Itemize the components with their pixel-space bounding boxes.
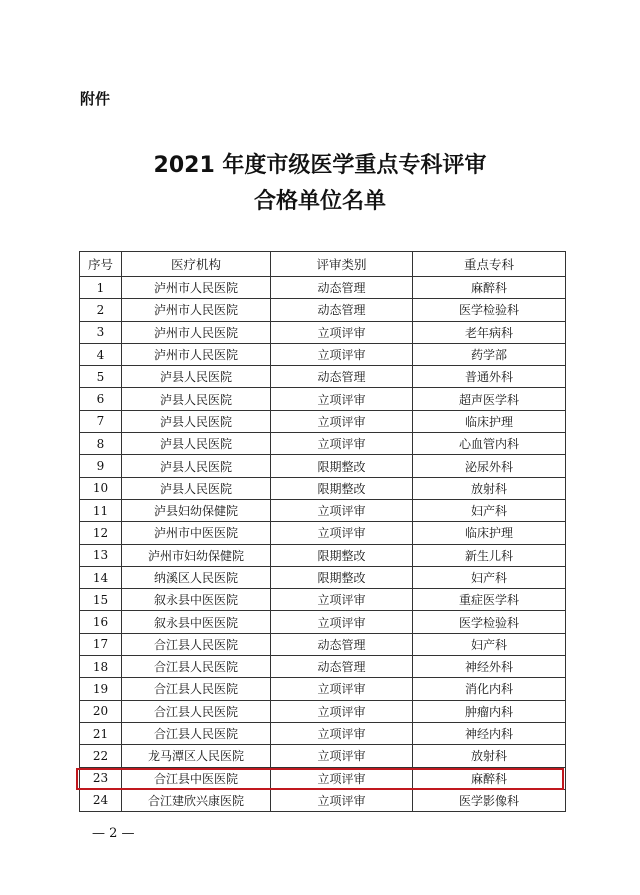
cell-index: 4 (80, 343, 122, 365)
table-row (80, 633, 566, 655)
header-institution: 医疗机构 (122, 252, 271, 277)
cell-institution: 泸县人民医院 (122, 366, 271, 388)
cell-institution: 叙永县中医医院 (122, 589, 271, 611)
table-row (80, 321, 566, 343)
table-row (80, 745, 566, 767)
cell-review-type: 立项评审 (271, 700, 413, 722)
cell-index: 16 (80, 611, 122, 633)
cell-specialty: 麻醉科 (413, 767, 566, 789)
cell-review-type: 动态管理 (271, 656, 413, 678)
cell-specialty: 药学部 (413, 343, 566, 365)
table-row (80, 477, 566, 499)
header-review-type: 评审类别 (271, 252, 413, 277)
cell-specialty: 神经内科 (413, 722, 566, 744)
cell-institution: 泸州市中医医院 (122, 522, 271, 544)
cell-review-type: 立项评审 (271, 343, 413, 365)
cell-index: 8 (80, 433, 122, 455)
cell-specialty: 超声医学科 (413, 388, 566, 410)
cell-institution: 泸县妇幼保健院 (122, 499, 271, 521)
cell-specialty: 妇产科 (413, 566, 566, 588)
table-row (80, 388, 566, 410)
cell-institution: 龙马潭区人民医院 (122, 745, 271, 767)
cell-review-type: 限期整改 (271, 566, 413, 588)
table-row (80, 544, 566, 566)
cell-index: 20 (80, 700, 122, 722)
cell-review-type: 立项评审 (271, 410, 413, 432)
table-row (80, 678, 566, 700)
cell-review-type: 动态管理 (271, 633, 413, 655)
cell-index: 12 (80, 522, 122, 544)
cell-institution: 合江县人民医院 (122, 678, 271, 700)
cell-index: 10 (80, 477, 122, 499)
header-specialty: 重点专科 (413, 252, 566, 277)
cell-index: 22 (80, 745, 122, 767)
table-row (80, 433, 566, 455)
table-row (80, 566, 566, 588)
cell-specialty: 麻醉科 (413, 277, 566, 299)
cell-index: 6 (80, 388, 122, 410)
cell-institution: 泸州市人民医院 (122, 277, 271, 299)
cell-review-type: 动态管理 (271, 366, 413, 388)
cell-institution: 泸县人民医院 (122, 410, 271, 432)
cell-index: 1 (80, 277, 122, 299)
table-row (80, 611, 566, 633)
cell-index: 7 (80, 410, 122, 432)
table-row (80, 656, 566, 678)
cell-review-type: 立项评审 (271, 522, 413, 544)
cell-index: 9 (80, 455, 122, 477)
table-row (80, 299, 566, 321)
cell-specialty: 医学影像科 (413, 789, 566, 811)
cell-institution: 泸州市人民医院 (122, 299, 271, 321)
cell-index: 15 (80, 589, 122, 611)
cell-institution: 合江县人民医院 (122, 722, 271, 744)
cell-specialty: 神经外科 (413, 656, 566, 678)
cell-review-type: 立项评审 (271, 499, 413, 521)
table-row (80, 410, 566, 432)
cell-review-type: 立项评审 (271, 678, 413, 700)
cell-index: 3 (80, 321, 122, 343)
cell-institution: 泸县人民医院 (122, 388, 271, 410)
cell-institution: 合江建欣兴康医院 (122, 789, 271, 811)
cell-index: 21 (80, 722, 122, 744)
cell-specialty: 肿瘤内科 (413, 700, 566, 722)
cell-review-type: 立项评审 (271, 611, 413, 633)
cell-specialty: 医学检验科 (413, 299, 566, 321)
cell-institution: 合江县人民医院 (122, 633, 271, 655)
cell-specialty: 临床护理 (413, 410, 566, 432)
cell-specialty: 妇产科 (413, 633, 566, 655)
cell-review-type: 立项评审 (271, 789, 413, 811)
table-row (80, 589, 566, 611)
cell-review-type: 立项评审 (271, 433, 413, 455)
cell-institution: 泸县人民医院 (122, 433, 271, 455)
cell-review-type: 动态管理 (271, 277, 413, 299)
cell-review-type: 立项评审 (271, 745, 413, 767)
cell-index: 5 (80, 366, 122, 388)
cell-index: 11 (80, 499, 122, 521)
cell-review-type: 立项评审 (271, 388, 413, 410)
cell-index: 17 (80, 633, 122, 655)
cell-institution: 泸州市人民医院 (122, 343, 271, 365)
header-index: 序号 (80, 252, 122, 277)
attachment-label: 附件 (80, 90, 111, 108)
table-row (80, 722, 566, 744)
table-row (80, 499, 566, 521)
cell-specialty: 放射科 (413, 745, 566, 767)
cell-specialty: 新生儿科 (413, 544, 566, 566)
cell-institution: 叙永县中医医院 (122, 611, 271, 633)
cell-institution: 合江县人民医院 (122, 656, 271, 678)
cell-specialty: 心血管内科 (413, 433, 566, 455)
table-row (80, 455, 566, 477)
cell-index: 23 (80, 767, 122, 789)
table-row (80, 522, 566, 544)
table-header-row (80, 252, 566, 277)
table-row (80, 789, 566, 811)
document-title-line2: 合格单位名单 (253, 189, 386, 214)
cell-institution: 合江县中医医院 (122, 767, 271, 789)
cell-review-type: 立项评审 (271, 767, 413, 789)
cell-specialty: 老年病科 (413, 321, 566, 343)
cell-index: 2 (80, 299, 122, 321)
cell-institution: 泸县人民医院 (122, 477, 271, 499)
cell-specialty: 临床护理 (413, 522, 566, 544)
cell-specialty: 泌尿外科 (413, 455, 566, 477)
cell-index: 13 (80, 544, 122, 566)
table-row (80, 366, 566, 388)
cell-specialty: 医学检验科 (413, 611, 566, 633)
cell-index: 18 (80, 656, 122, 678)
cell-index: 14 (80, 566, 122, 588)
table-row (80, 767, 566, 789)
table-row (80, 343, 566, 365)
cell-index: 24 (80, 789, 122, 811)
cell-review-type: 限期整改 (271, 477, 413, 499)
cell-index: 19 (80, 678, 122, 700)
cell-institution: 纳溪区人民医院 (122, 566, 271, 588)
cell-specialty: 放射科 (413, 477, 566, 499)
cell-specialty: 普通外科 (413, 366, 566, 388)
cell-review-type: 立项评审 (271, 321, 413, 343)
cell-institution: 泸州市人民医院 (122, 321, 271, 343)
cell-institution: 泸县人民医院 (122, 455, 271, 477)
cell-institution: 合江县人民医院 (122, 700, 271, 722)
cell-institution: 泸州市妇幼保健院 (122, 544, 271, 566)
table-row (80, 700, 566, 722)
cell-review-type: 立项评审 (271, 722, 413, 744)
cell-specialty: 重症医学科 (413, 589, 566, 611)
cell-review-type: 动态管理 (271, 299, 413, 321)
qualified-units-table (79, 251, 566, 812)
cell-specialty: 妇产科 (413, 499, 566, 521)
cell-review-type: 限期整改 (271, 544, 413, 566)
cell-review-type: 限期整改 (271, 455, 413, 477)
cell-specialty: 消化内科 (413, 678, 566, 700)
document-title-line1: 2021 年度市级医学重点专科评审 (153, 153, 487, 178)
cell-review-type: 立项评审 (271, 589, 413, 611)
page-number: — 2 — (92, 826, 135, 841)
table-body (80, 277, 566, 812)
table-row (80, 277, 566, 299)
